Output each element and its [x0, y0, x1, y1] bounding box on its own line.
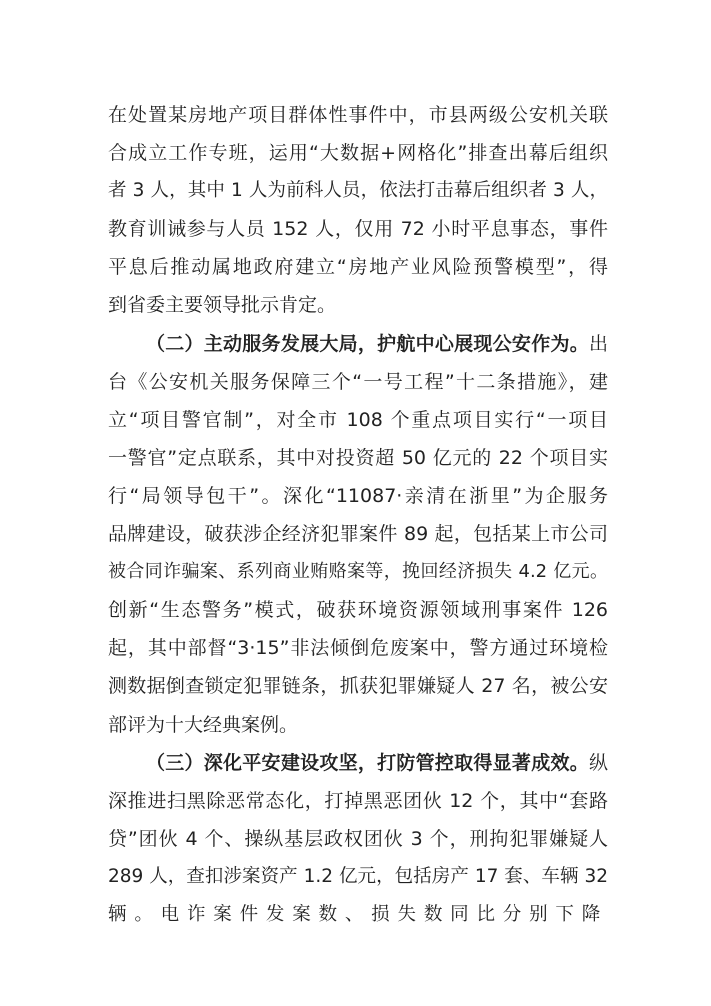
paragraph-line: 品牌建设，破获涉企经济犯罪案件 89 起，包括某上市公司 [108, 523, 608, 546]
paragraph-line: 到省委主要领导批示肯定。 [108, 294, 337, 317]
paragraph-line: 测数据倒查锁定犯罪链条，抓获犯罪嫌疑人 27 名，被公安 [108, 675, 608, 698]
paragraph-line: 部评为十大经典案例。 [108, 713, 299, 736]
paragraph-text: 出 [588, 332, 608, 355]
document-page [108, 96, 608, 934]
paragraph-line: 在处置某房地产项目群体性事件中，市县两级公安机关联 [108, 104, 608, 126]
paragraph-line: 289 人，查扣涉案资产 1.2 亿元，包括房产 17 套、车辆 32 [108, 865, 608, 887]
section-heading-line [108, 744, 608, 782]
paragraph-line: 立“项目警官制”，对全市 108 个重点项目实行“一项目 [108, 408, 608, 431]
section-heading-line [108, 325, 608, 363]
paragraph-line: 创新“生态警务”模式，破获环境资源领域刑事案件 126 [108, 599, 608, 622]
paragraph-line: 平息后推动属地政府建立“房地产业风险预警模型”，得 [108, 256, 608, 279]
paragraph-line: 台《公安机关服务保障三个“一号工程”十二条措施》，建 [108, 370, 608, 393]
paragraph-line: 辆。电诈案件发案数、损失数同比分别下降 [108, 903, 608, 925]
paragraph-line: 合成立工作专班，运用“大数据+网格化”排查出幕后组织 [108, 142, 608, 165]
paragraph-line: 被合同诈骗案、系列商业贿赂案等，挽回经济损失 4.2 亿元。 [108, 561, 608, 583]
section-heading: （三）深化平安建设攻坚，打防管控取得显著成效。 [146, 751, 589, 774]
paragraph-line: 起，其中部督“3·15”非法倾倒危废案中，警方通过环境检 [108, 637, 608, 660]
paragraph-line: 深推进扫黑除恶常态化，打掉黑恶团伙 12 个，其中“套路 [108, 789, 608, 812]
paragraph-line: 教育训诫参与人员 152 人，仅用 72 小时平息事态，事件 [108, 218, 608, 241]
section-heading: （二）主动服务发展大局，护航中心展现公安作为。 [146, 332, 589, 355]
paragraph-text: 纵 [588, 751, 608, 774]
paragraph-line: 贷”团伙 4 个、操纵基层政权团伙 3 个，刑拘犯罪嫌疑人 [108, 827, 608, 850]
paragraph-line: 行“局领导包干”。深化“11087·亲清在浙里”为企服务 [108, 484, 608, 507]
paragraph-line: 一警官”定点联系，其中对投资超 50 亿元的 22 个项目实 [108, 446, 608, 469]
paragraph-line: 者 3 人，其中 1 人为前科人员，依法打击幕后组织者 3 人， [108, 180, 608, 202]
